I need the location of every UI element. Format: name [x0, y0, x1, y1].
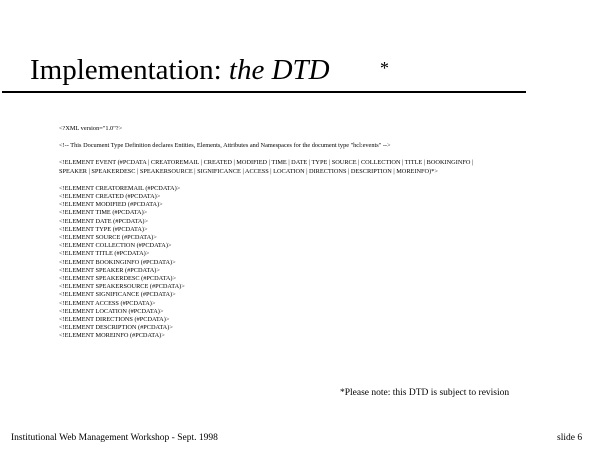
- title-asterisk: *: [380, 58, 389, 78]
- title-divider: [2, 91, 526, 93]
- element-declaration: <!ELEMENT MODIFIED (#PCDATA)>: [59, 201, 163, 209]
- spacer: [59, 150, 489, 159]
- dtd-comment: <!-- This Document Type Definition declares Entities, Elements, Attributes and Namespaces for the document type "hcl:events" -->: [59, 142, 391, 150]
- element-declaration: <!ELEMENT COLLECTION (#PCDATA)>: [59, 242, 172, 250]
- spacer: [59, 176, 489, 185]
- element-declaration: <!ELEMENT ACCESS (#PCDATA)>: [59, 299, 156, 307]
- revision-note: *Please note: this DTD is subject to revision: [340, 388, 510, 398]
- element-declaration: <!ELEMENT SPEAKERSOURCE (#PCDATA)>: [59, 283, 185, 291]
- element-declaration: <!ELEMENT LOCATION (#PCDATA)>: [59, 307, 164, 315]
- element-declaration: <!ELEMENT DESCRIPTION (#PCDATA)>: [59, 324, 173, 332]
- element-declaration: <!ELEMENT SIGNIFICANCE (#PCDATA)>: [59, 291, 176, 299]
- footer-workshop-name: Institutional Web Management Workshop - Sept. 1998: [11, 433, 218, 443]
- element-declaration: <!ELEMENT DATE (#PCDATA)>: [59, 217, 149, 225]
- element-declaration: <!ELEMENT CREATED (#PCDATA)>: [59, 193, 161, 201]
- element-declaration: <!ELEMENT SOURCE (#PCDATA)>: [59, 234, 157, 242]
- slide-title-italic: the DTD: [228, 54, 330, 86]
- element-declaration: <!ELEMENT DIRECTIONS (#PCDATA)>: [59, 316, 170, 324]
- element-declaration-list: [59, 185, 489, 341]
- spacer: [59, 133, 489, 142]
- element-declaration: <!ELEMENT TYPE (#PCDATA)>: [59, 225, 148, 233]
- element-declaration: <!ELEMENT SPEAKER (#PCDATA)>: [59, 266, 160, 274]
- slide-title: [30, 53, 330, 87]
- slide-number: slide 6: [557, 433, 583, 443]
- element-declaration: <!ELEMENT BOOKINGINFO (#PCDATA)>: [59, 258, 176, 266]
- element-declaration: <!ELEMENT SPEAKERDESC (#PCDATA)>: [59, 275, 177, 283]
- event-element-declaration: <!ELEMENT EVENT (#PCDATA | CREATOREMAIL | CREATED | MODIFIED | TIME | DATE | TYPE | SOURCE | COLLECTION | TITLE | BOOKINGINFO | SPEAKER | SPEAKERDESC | SPEAKERSOURCE | SIGNIFICANCE | ACCESS | LOCATION | DIRECTIONS | DESCRIPTION | MOREINFO)*>: [59, 159, 474, 175]
- element-declaration: <!ELEMENT CREATOREMAIL (#PCDATA)>: [59, 184, 181, 192]
- element-declaration: <!ELEMENT MOREINFO (#PCDATA)>: [59, 332, 165, 340]
- slide-title-plain: Implementation:: [30, 54, 229, 86]
- dtd-code-block: [59, 125, 489, 341]
- element-declaration: <!ELEMENT TIME (#PCDATA)>: [59, 209, 148, 217]
- element-declaration: <!ELEMENT TITLE (#PCDATA)>: [59, 250, 150, 258]
- xml-declaration: <?XML version="1.0"?>: [59, 125, 123, 132]
